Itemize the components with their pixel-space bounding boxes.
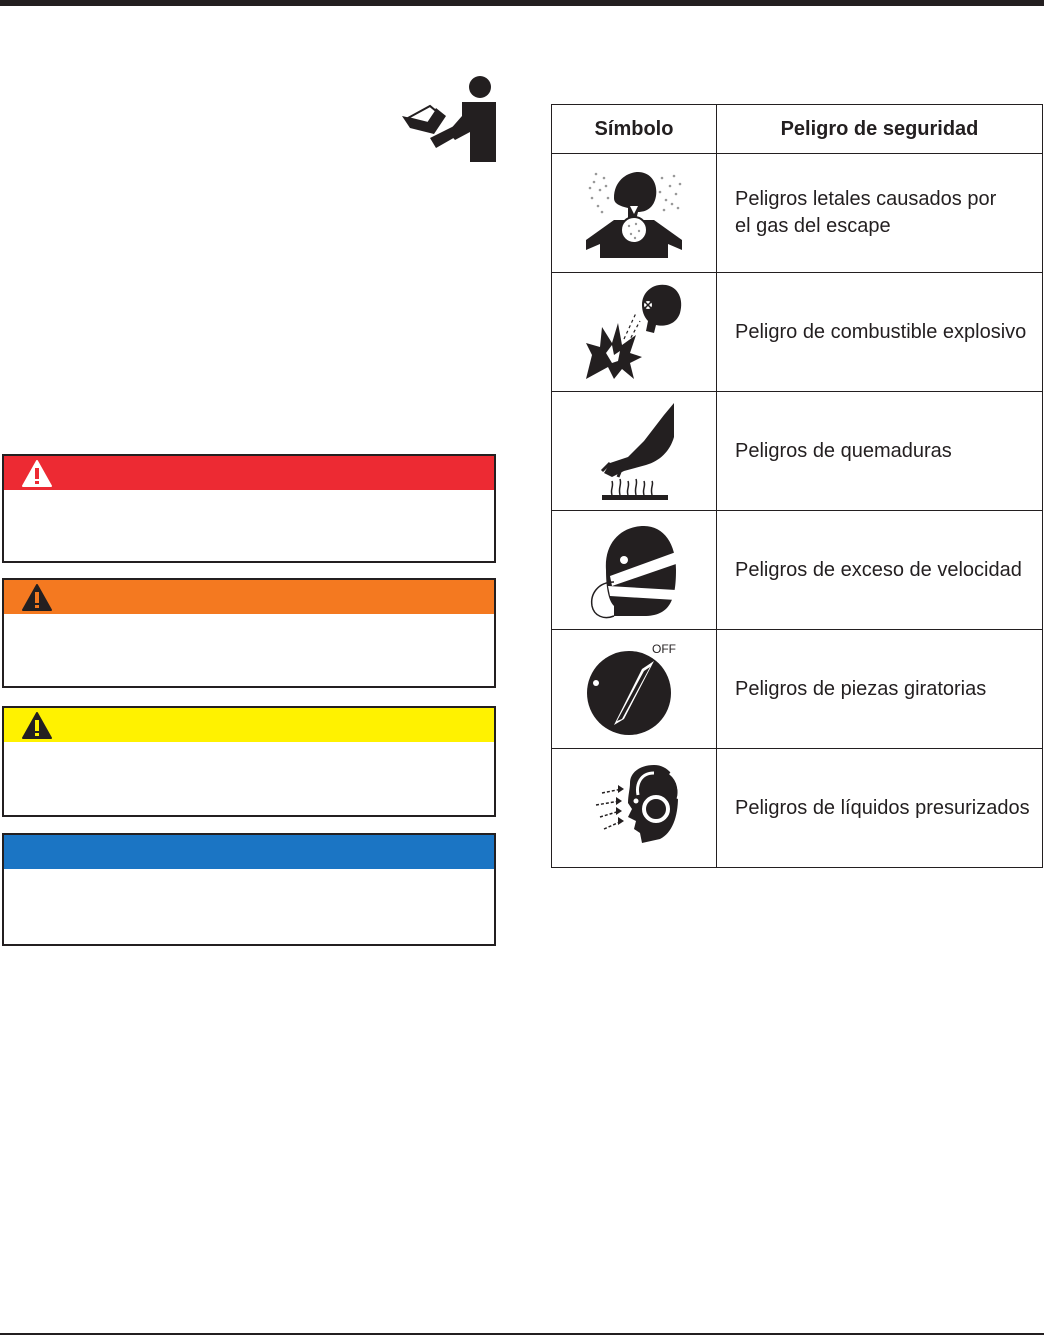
caution-signal-box [2, 706, 496, 817]
hazard-text-line: Peligros letales causados por [735, 188, 997, 210]
danger-signal-body [4, 490, 494, 558]
warning-triangle-icon [21, 459, 53, 488]
read-manual-icon [400, 76, 498, 162]
table-row [552, 749, 1043, 868]
notice-signal-box [2, 833, 496, 946]
symbol-cell [552, 630, 717, 749]
warning-signal-bar [4, 580, 494, 614]
top-rule [0, 0, 1044, 6]
table-row [552, 511, 1043, 630]
off-label: OFF [652, 642, 676, 656]
hazard-description [717, 392, 1043, 511]
rotating-parts-icon [584, 641, 684, 737]
hazard-description [717, 511, 1043, 630]
exhaust-gas-icon [584, 168, 684, 258]
symbol-cell [552, 392, 717, 511]
danger-signal-box [2, 454, 496, 563]
hazard-text-line: Peligros de quemaduras [735, 439, 952, 462]
notice-signal-bar [4, 835, 494, 869]
warning-signal-box [2, 578, 496, 688]
symbol-cell [552, 749, 717, 868]
hazard-column-header: Peligro de seguridad [717, 105, 1043, 154]
symbol-cell [552, 273, 717, 392]
bottom-rule [0, 1333, 1044, 1335]
symbol-column-header: Símbolo [552, 105, 717, 154]
hazard-description [717, 630, 1043, 749]
table-row [552, 392, 1043, 511]
hazard-description [717, 749, 1043, 868]
hazard-text-line: Peligros de exceso de velocidad [735, 558, 1022, 581]
hazard-symbol-table [551, 104, 1043, 868]
explosive-fuel-icon [584, 283, 684, 381]
caution-signal-bar [4, 708, 494, 742]
symbol-cell [552, 511, 717, 630]
symbol-cell [552, 154, 717, 273]
warning-triangle-icon [21, 711, 53, 740]
table-row [552, 154, 1043, 273]
overspeed-icon [584, 520, 684, 620]
warning-triangle-icon [21, 583, 53, 612]
danger-signal-bar [4, 456, 494, 490]
hazard-text-line: Peligros de piezas giratorias [735, 677, 987, 700]
table-row [552, 273, 1043, 392]
table-header-row [552, 105, 1043, 154]
pressurized-fluid-icon [584, 763, 684, 853]
caution-signal-body [4, 742, 494, 810]
burn-icon [584, 401, 684, 501]
notice-signal-body [4, 869, 494, 937]
hazard-text-line: Peligro de combustible explosivo [735, 320, 1027, 343]
hazard-text-line: Peligros de líquidos presurizados [735, 796, 1030, 819]
warning-signal-body [4, 614, 494, 682]
hazard-text-line: el gas del escape [735, 215, 891, 237]
hazard-description [717, 154, 1043, 273]
hazard-description [717, 273, 1043, 392]
table-row [552, 630, 1043, 749]
